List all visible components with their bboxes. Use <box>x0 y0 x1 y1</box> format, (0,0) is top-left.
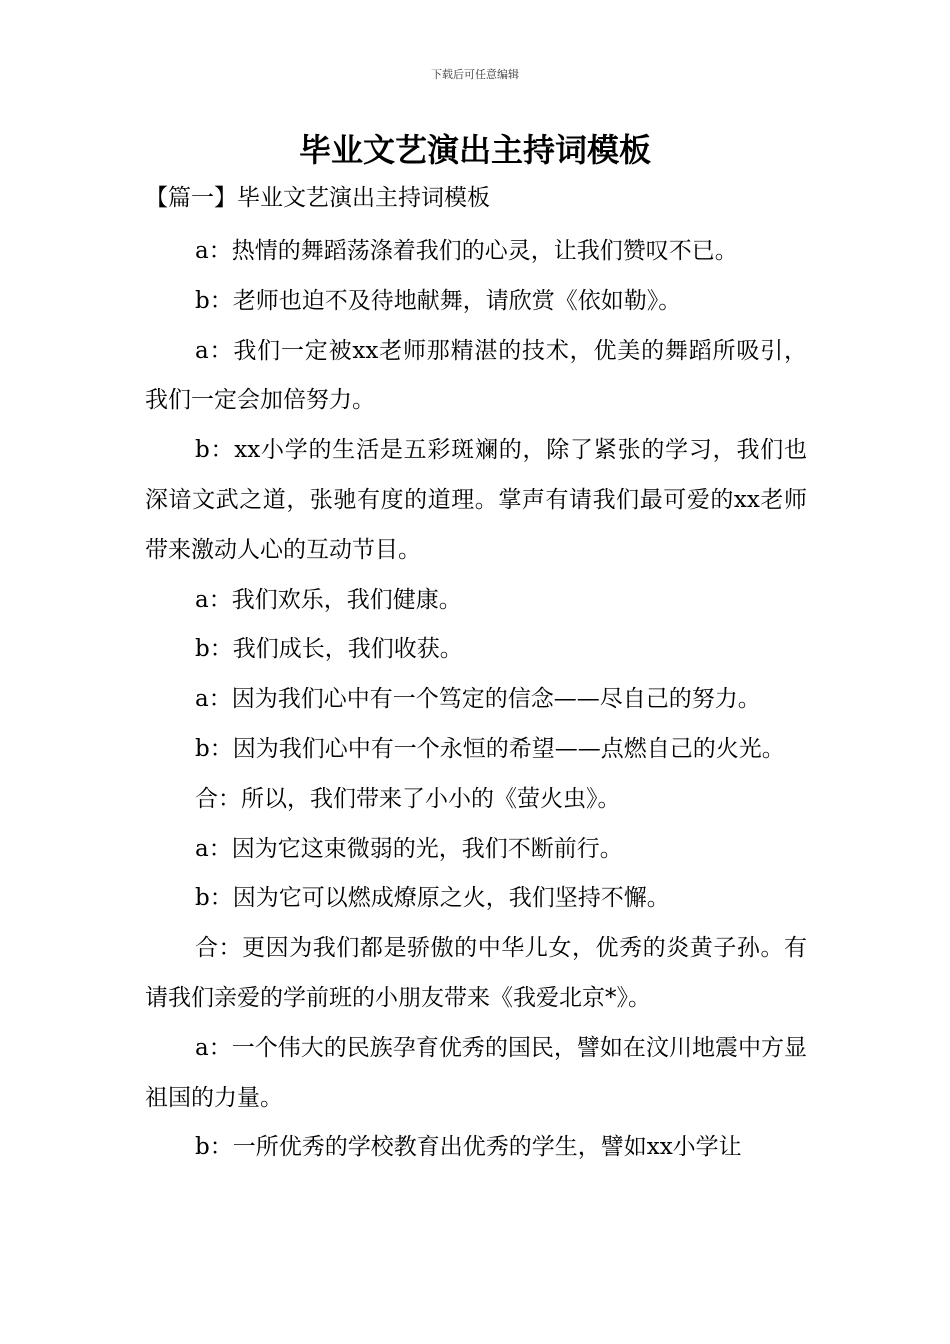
paragraph: b：一所优秀的学校教育出优秀的学生，譬如xx小学让 <box>195 1134 742 1161</box>
paragraph: a：因为我们心中有一个笃定的信念——尽自己的努力。 <box>195 686 761 713</box>
paragraph: b：因为我们心中有一个永恒的希望——点燃自己的火光。 <box>195 735 785 762</box>
paragraph: b：xx小学的生活是五彩斑斓的，除了紧张的学习，我们也深谙文武之道，张驰有度的道理。掌声有请我们最可爱的xx老师带来激动人心的互动节目。 <box>145 437 807 563</box>
paragraph: a：热情的舞蹈荡涤着我们的心灵，让我们赞叹不已。 <box>195 238 738 264</box>
paragraph: a：因为它这束微弱的光，我们不断前行。 <box>195 835 623 862</box>
paragraph: a：我们欢乐，我们健康。 <box>195 586 462 613</box>
paragraph: 合：所以，我们带来了小小的《萤火虫》。 <box>195 785 621 812</box>
paragraph: a：一个伟大的民族孕育优秀的国民，譬如在汶川地震中方显祖国的力量。 <box>145 1034 807 1111</box>
document-body <box>145 227 807 1173</box>
paragraph: 合：更因为我们都是骄傲的中华儿女，优秀的炎黄子孙。有请我们亲爱的学前班的小朋友带来《我爱北京*》。 <box>145 935 807 1011</box>
paragraph: a：我们一定被xx老师那精湛的技术，优美的舞蹈所吸引，我们一定会加倍努力。 <box>145 337 807 414</box>
document-title: 毕业文艺演出主持词模板 <box>298 131 651 169</box>
page-header-note: 下载后可任意编辑 <box>431 68 519 81</box>
paragraph: b：我们成长，我们收获。 <box>195 636 463 663</box>
paragraph: b：因为它可以燃成燎原之火，我们坚持不懈。 <box>195 885 670 912</box>
section-heading: 【篇一】毕业文艺演出主持词模板 <box>145 185 490 211</box>
paragraph: b：老师也迫不及待地献舞，请欣赏《依如勒》。 <box>195 287 682 314</box>
